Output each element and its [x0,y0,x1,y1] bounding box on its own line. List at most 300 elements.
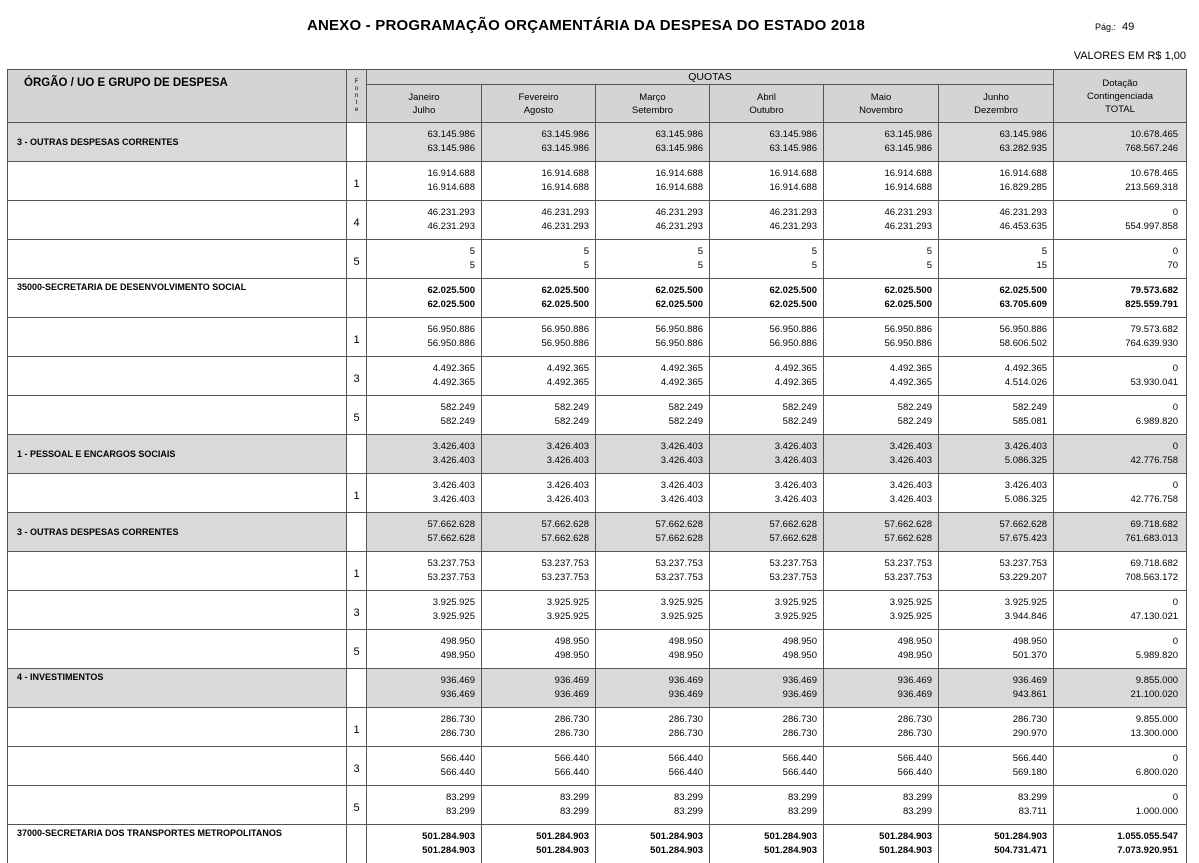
dotacao-column-header [1054,70,1187,123]
fonte-cell [347,825,367,863]
second-semester-value: 46.231.293 [482,220,589,234]
row-label [8,240,347,279]
quota-cell [482,240,596,279]
first-semester-value: 566.440 [824,752,932,766]
quota-cell [482,669,596,708]
second-semester-value: 3.925.925 [710,610,817,624]
first-semester-value: 56.950.886 [824,323,932,337]
first-semester-value: 582.249 [824,401,932,415]
second-semester-value: 554.997.858 [1054,220,1178,234]
dotacao-cell [1054,162,1187,201]
first-semester-value: 83.299 [824,791,932,805]
fonte-cell: 4 [347,201,367,240]
total-label: TOTAL [1054,103,1186,116]
second-semester-value: 825.559.791 [1054,298,1178,312]
first-semester-value: 3.925.925 [596,596,703,610]
quota-cell [939,435,1054,474]
first-semester-value: 3.426.403 [939,479,1047,493]
second-semester-value: 57.662.628 [367,532,475,546]
quota-cell [939,591,1054,630]
quota-cell [710,162,824,201]
first-semester-value: 16.914.688 [939,167,1047,181]
quota-cell [367,396,482,435]
quota-cell [367,318,482,357]
table-row [8,396,1187,435]
quota-cell [482,279,596,318]
quota-cell [367,513,482,552]
first-semester-value: 501.284.903 [367,830,475,844]
second-semester-value: 3.925.925 [367,610,475,624]
first-semester-value: 1.055.055.547 [1054,830,1178,844]
second-semester-value: 46.453.635 [939,220,1047,234]
row-label [8,708,347,747]
contingenciada-label: Contingenciada [1054,90,1186,103]
quota-cell [939,747,1054,786]
quota-cell [482,435,596,474]
second-semester-value: 501.284.903 [482,844,589,858]
second-semester-value: 498.950 [824,649,932,663]
first-semester-value: 936.469 [596,674,703,688]
first-semester-value: 3.925.925 [710,596,817,610]
first-semester-value: 3.426.403 [824,440,932,454]
second-semester-value: 6.800.020 [1054,766,1178,780]
quota-cell [482,396,596,435]
second-semester-value: 16.914.688 [482,181,589,195]
first-semester-value: 501.284.903 [824,830,932,844]
second-semester-value: 761.683.013 [1054,532,1178,546]
first-semester-value: 3.925.925 [824,596,932,610]
quota-cell [824,669,939,708]
first-semester-value: 3.426.403 [482,479,589,493]
quota-cell [367,786,482,825]
second-semester-value: 56.950.886 [367,337,475,351]
first-semester-value: 501.284.903 [596,830,703,844]
row-label [8,552,347,591]
quota-cell [482,123,596,162]
quota-cell [824,240,939,279]
row-label: 4 - INVESTIMENTOS [8,669,347,708]
month-second-half: Agosto [482,104,595,117]
first-semester-value: 3.925.925 [482,596,589,610]
dotacao-cell [1054,201,1187,240]
first-semester-value: 79.573.682 [1054,284,1178,298]
first-semester-value: 57.662.628 [367,518,475,532]
second-semester-value: 566.440 [482,766,589,780]
quota-cell [482,591,596,630]
fonte-cell [347,669,367,708]
quota-cell [824,318,939,357]
quota-cell [939,552,1054,591]
report-title: ANEXO - PROGRAMAÇÃO ORÇAMENTÁRIA DA DESPESA DO ESTADO 2018 [0,17,1172,34]
quota-cell [367,279,482,318]
quota-cell [596,786,710,825]
first-semester-value: 4.492.365 [596,362,703,376]
quota-cell [596,201,710,240]
fonte-cell [347,123,367,162]
fonte-cell [347,435,367,474]
second-semester-value: 53.237.753 [596,571,703,585]
quota-cell [367,669,482,708]
quota-cell [596,513,710,552]
month-second-half: Dezembro [939,104,1053,117]
first-semester-value: 5 [824,245,932,259]
row-label [8,786,347,825]
first-semester-value: 3.426.403 [367,479,475,493]
second-semester-value: 56.950.886 [596,337,703,351]
fonte-cell: 5 [347,396,367,435]
quota-cell [596,357,710,396]
quota-cell [710,474,824,513]
dotacao-cell [1054,747,1187,786]
quota-cell [710,435,824,474]
first-semester-value: 3.426.403 [710,440,817,454]
month-first-half: Fevereiro [482,91,595,104]
quota-cell [710,669,824,708]
table-row [8,474,1187,513]
first-semester-value: 3.426.403 [824,479,932,493]
first-semester-value: 16.914.688 [824,167,932,181]
second-semester-value: 286.730 [367,727,475,741]
second-semester-value: 936.469 [482,688,589,702]
month-column-header [939,85,1054,123]
first-semester-value: 286.730 [939,713,1047,727]
second-semester-value: 63.705.609 [939,298,1047,312]
first-semester-value: 46.231.293 [710,206,817,220]
quota-cell [939,474,1054,513]
second-semester-value: 70 [1054,259,1178,273]
quota-cell [939,513,1054,552]
second-semester-value: 46.231.293 [367,220,475,234]
month-first-half: Março [596,91,709,104]
second-semester-value: 566.440 [596,766,703,780]
second-semester-value: 3.426.403 [482,493,589,507]
quota-cell [367,240,482,279]
quota-cell [596,435,710,474]
second-semester-value: 3.426.403 [710,493,817,507]
table-row [8,825,1187,863]
first-semester-value: 936.469 [482,674,589,688]
month-first-half: Junho [939,91,1053,104]
quota-cell [824,591,939,630]
quota-cell [939,279,1054,318]
dotacao-cell [1054,825,1187,863]
quota-cell [710,318,824,357]
second-semester-value: 57.662.628 [596,532,703,546]
first-semester-value: 83.299 [710,791,817,805]
quota-cell [824,396,939,435]
first-semester-value: 286.730 [710,713,817,727]
quota-cell [939,201,1054,240]
first-semester-value: 0 [1054,479,1178,493]
second-semester-value: 3.925.925 [596,610,703,624]
month-second-half: Setembro [596,104,709,117]
second-semester-value: 53.237.753 [824,571,932,585]
first-semester-value: 3.426.403 [710,479,817,493]
month-first-half: Abril [710,91,823,104]
second-semester-value: 57.662.628 [710,532,817,546]
second-semester-value: 5.989.820 [1054,649,1178,663]
quota-cell [596,669,710,708]
first-semester-value: 62.025.500 [596,284,703,298]
first-semester-value: 57.662.628 [482,518,589,532]
page-number: 49 [1122,21,1134,33]
first-semester-value: 498.950 [939,635,1047,649]
quota-cell [482,357,596,396]
second-semester-value: 501.284.903 [824,844,932,858]
first-semester-value: 63.145.986 [710,128,817,142]
month-second-half: Julho [367,104,481,117]
second-semester-value: 286.730 [824,727,932,741]
second-semester-value: 3.426.403 [367,493,475,507]
quota-cell [824,552,939,591]
first-semester-value: 582.249 [596,401,703,415]
quotas-header: QUOTAS [367,70,1054,85]
second-semester-value: 5.086.325 [939,454,1047,468]
first-semester-value: 566.440 [710,752,817,766]
first-semester-value: 53.237.753 [710,557,817,571]
org-column-header: ÓRGÃO / UO E GRUPO DE DESPESA [8,70,347,123]
page-label: Pág.: [1095,22,1116,32]
first-semester-value: 63.145.986 [939,128,1047,142]
second-semester-value: 63.282.935 [939,142,1047,156]
second-semester-value: 16.829.285 [939,181,1047,195]
quota-cell [482,708,596,747]
second-semester-value: 53.237.753 [482,571,589,585]
quota-cell [596,318,710,357]
first-semester-value: 57.662.628 [710,518,817,532]
month-second-half: Outubro [710,104,823,117]
quota-cell [824,357,939,396]
first-semester-value: 10.678.465 [1054,128,1178,142]
second-semester-value: 3.426.403 [710,454,817,468]
quota-cell [939,162,1054,201]
month-column-header [482,85,596,123]
month-column-header [710,85,824,123]
currency-note: VALORES EM R$ 1,00 [1074,50,1186,62]
quota-cell [482,552,596,591]
dotacao-cell [1054,240,1187,279]
quota-cell [824,435,939,474]
second-semester-value: 21.100.020 [1054,688,1178,702]
dotacao-cell [1054,357,1187,396]
second-semester-value: 5 [596,259,703,273]
fonte-cell: 1 [347,474,367,513]
month-second-half: Novembro [824,104,938,117]
quota-cell [596,240,710,279]
second-semester-value: 62.025.500 [824,298,932,312]
quota-cell [367,552,482,591]
dotacao-cell [1054,552,1187,591]
quota-cell [710,240,824,279]
second-semester-value: 290.970 [939,727,1047,741]
first-semester-value: 582.249 [710,401,817,415]
dotacao-cell [1054,786,1187,825]
first-semester-value: 566.440 [482,752,589,766]
second-semester-value: 62.025.500 [710,298,817,312]
first-semester-value: 57.662.628 [596,518,703,532]
second-semester-value: 4.492.365 [710,376,817,390]
quota-cell [710,552,824,591]
first-semester-value: 501.284.903 [939,830,1047,844]
second-semester-value: 3.944.846 [939,610,1047,624]
quota-cell [710,825,824,863]
second-semester-value: 4.492.365 [596,376,703,390]
first-semester-value: 286.730 [482,713,589,727]
row-label [8,357,347,396]
quota-cell [939,318,1054,357]
second-semester-value: 16.914.688 [824,181,932,195]
first-semester-value: 83.299 [367,791,475,805]
first-semester-value: 3.925.925 [367,596,475,610]
first-semester-value: 53.237.753 [367,557,475,571]
first-semester-value: 83.299 [939,791,1047,805]
first-semester-value: 286.730 [824,713,932,727]
second-semester-value: 53.930.041 [1054,376,1178,390]
second-semester-value: 46.231.293 [596,220,703,234]
first-semester-value: 936.469 [367,674,475,688]
first-semester-value: 69.718.682 [1054,557,1178,571]
table-row [8,240,1187,279]
first-semester-value: 16.914.688 [596,167,703,181]
page-indicator [1095,21,1134,33]
second-semester-value: 46.231.293 [710,220,817,234]
first-semester-value: 4.492.365 [367,362,475,376]
dotacao-cell [1054,591,1187,630]
quota-cell [710,201,824,240]
second-semester-value: 3.925.925 [482,610,589,624]
row-label: 1 - PESSOAL E ENCARGOS SOCIAIS [8,435,347,474]
second-semester-value: 63.145.986 [367,142,475,156]
first-semester-value: 0 [1054,791,1178,805]
quota-cell [596,630,710,669]
first-semester-value: 582.249 [939,401,1047,415]
first-semester-value: 501.284.903 [482,830,589,844]
first-semester-value: 46.231.293 [824,206,932,220]
first-semester-value: 936.469 [824,674,932,688]
quota-cell [824,708,939,747]
second-semester-value: 501.370 [939,649,1047,663]
second-semester-value: 286.730 [482,727,589,741]
first-semester-value: 56.950.886 [939,323,1047,337]
first-semester-value: 10.678.465 [1054,167,1178,181]
quota-cell [482,825,596,863]
second-semester-value: 4.492.365 [824,376,932,390]
second-semester-value: 582.249 [710,415,817,429]
first-semester-value: 5 [596,245,703,259]
second-semester-value: 6.989.820 [1054,415,1178,429]
table-row [8,786,1187,825]
second-semester-value: 62.025.500 [367,298,475,312]
second-semester-value: 16.914.688 [367,181,475,195]
row-label: 35000-SECRETARIA DE DESENVOLVIMENTO SOCIAL [8,279,347,318]
quota-cell [596,162,710,201]
dotacao-cell [1054,474,1187,513]
fonte-cell: 3 [347,357,367,396]
quota-cell [939,669,1054,708]
second-semester-value: 3.426.403 [596,454,703,468]
second-semester-value: 4.492.365 [367,376,475,390]
second-semester-value: 498.950 [710,649,817,663]
first-semester-value: 62.025.500 [710,284,817,298]
first-semester-value: 62.025.500 [482,284,589,298]
first-semester-value: 498.950 [482,635,589,649]
first-semester-value: 3.426.403 [939,440,1047,454]
quota-cell [367,708,482,747]
first-semester-value: 498.950 [710,635,817,649]
second-semester-value: 5 [482,259,589,273]
table-row [8,318,1187,357]
first-semester-value: 9.855.000 [1054,674,1178,688]
quota-cell [824,630,939,669]
quota-cell [710,708,824,747]
quota-cell [710,591,824,630]
second-semester-value: 582.249 [482,415,589,429]
quota-cell [596,552,710,591]
first-semester-value: 46.231.293 [596,206,703,220]
row-label [8,630,347,669]
second-semester-value: 498.950 [482,649,589,663]
first-semester-value: 16.914.688 [710,167,817,181]
fonte-cell: 1 [347,162,367,201]
second-semester-value: 501.284.903 [710,844,817,858]
second-semester-value: 943.861 [939,688,1047,702]
second-semester-value: 1.000.000 [1054,805,1178,819]
second-semester-value: 708.563.172 [1054,571,1178,585]
quota-cell [710,279,824,318]
first-semester-value: 936.469 [710,674,817,688]
quota-cell [482,162,596,201]
first-semester-value: 79.573.682 [1054,323,1178,337]
first-semester-value: 3.426.403 [482,440,589,454]
second-semester-value: 13.300.000 [1054,727,1178,741]
table-row [8,357,1187,396]
first-semester-value: 53.237.753 [939,557,1047,571]
second-semester-value: 566.440 [824,766,932,780]
quota-cell [482,201,596,240]
second-semester-value: 3.426.403 [482,454,589,468]
month-first-half: Janeiro [367,91,481,104]
first-semester-value: 0 [1054,245,1178,259]
second-semester-value: 3.925.925 [824,610,932,624]
second-semester-value: 53.229.207 [939,571,1047,585]
second-semester-value: 286.730 [710,727,817,741]
second-semester-value: 768.567.246 [1054,142,1178,156]
quota-cell [367,591,482,630]
quota-cell [710,123,824,162]
second-semester-value: 5 [824,259,932,273]
table-row [8,201,1187,240]
table-row [8,669,1187,708]
quota-cell [482,747,596,786]
quota-cell [367,747,482,786]
second-semester-value: 213.569.318 [1054,181,1178,195]
first-semester-value: 16.914.688 [482,167,589,181]
first-semester-value: 56.950.886 [596,323,703,337]
second-semester-value: 936.469 [367,688,475,702]
first-semester-value: 4.492.365 [939,362,1047,376]
fonte-cell: 5 [347,786,367,825]
fonte-cell: 5 [347,630,367,669]
first-semester-value: 0 [1054,440,1178,454]
quota-cell [939,786,1054,825]
first-semester-value: 83.299 [482,791,589,805]
fonte-cell: 3 [347,747,367,786]
first-semester-value: 63.145.986 [824,128,932,142]
quota-cell [482,513,596,552]
quota-cell [596,825,710,863]
quota-cell [824,474,939,513]
first-semester-value: 62.025.500 [824,284,932,298]
